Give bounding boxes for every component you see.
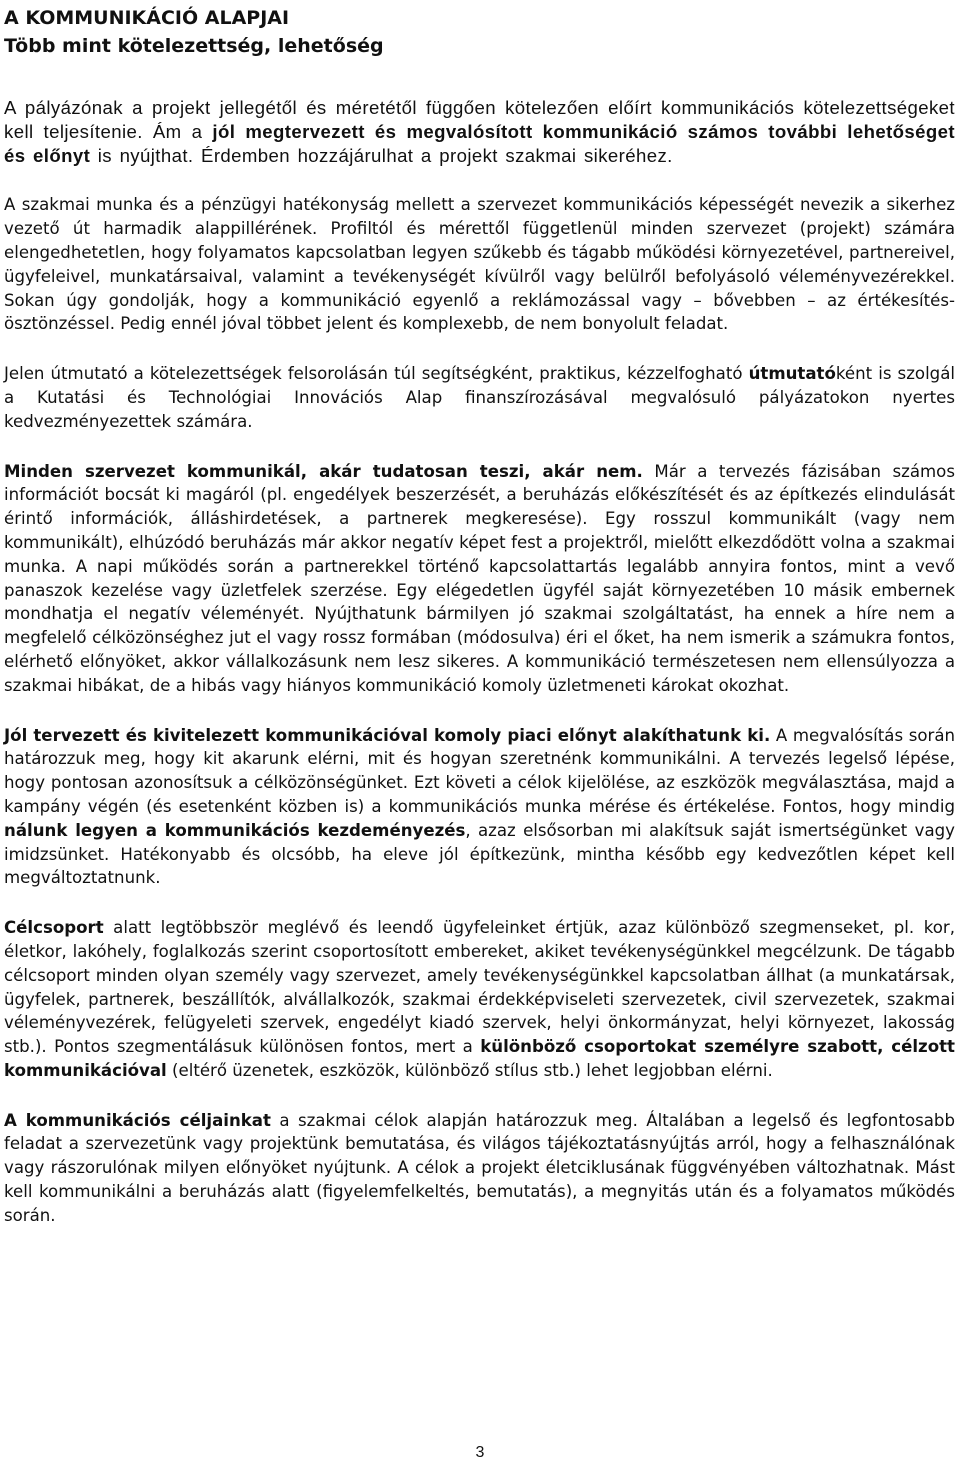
bold-phrase: különböző csoportokat személyre szabott, célzott kommunikációval	[4, 1037, 955, 1080]
paragraph-text: A pályázónak a projekt jellegétől és méretétől függően kötelezően előírt kommunikációs kötelezettségeket kell teljesítenie. Ám a	[4, 97, 955, 142]
bold-phrase: Minden szervezet kommunikál, akár tudatosan teszi, akár nem.	[4, 461, 643, 481]
paragraph-text: alatt legtöbbször meglévő és leendő ügyfeleinket értjük, azaz különböző szegmenseket, pl. kor, életkor, lakóhely, foglalkozás szerint csoportosított embereket, akiket tevékenységünkkel megcélzunk. De tágabb célcsoport minden olyan személy vagy szervezet, amely tevékenységünkkel kapcsolatban állhat (a munkatársak, ügyfelek, partnerek, beszállítók, alvállalkozók, szakmai érdekképviseleti szervezetek, civil szervezetek, szakmai véleményvezérek, felügyeleti szervek, engedélyt kiadó szervek, helyi önkormányzat, helyi környezet, lakosság stb.). Pontos szegmentálásuk különösen fontos, mert a	[4, 918, 955, 1057]
paragraph-every-organization	[4, 460, 955, 698]
paragraph-text: ként is szolgál a Kutatási és Technológiai Innovációs Alap finanszírozásával megvalósuló pályázatokon nyertes kedvezményezettek számára.	[4, 364, 955, 431]
paragraph-text: A szakmai munka és a pénzügyi hatékonyság mellett a szervezet kommunikációs képességét nevezik a sikerhez vezető út harmadik alappillérének. Profiltól és mérettől függetlenül minden szervezet (projekt) számára elengedhetetlen, hogy folyamatos kapcsolatban legyen szűkebb és tágabb működési környezetével, partnereivel, ügyfeleivel, munkatársaival, valamint a tevékenységét kívülről vagy belülről befolyásoló véleményvezérekkel. Sokan úgy gondolják, hogy a kommunikáció egyenlő a reklámozással vagy – bővebben – az értékesítés-ösztönzéssel. Pedig ennél jóval többet jelent és komplexebb, de nem bonyolult feladat.	[4, 195, 955, 334]
bold-phrase: jól megtervezett és megvalósított kommunikáció számos további lehetőséget és előnyt	[4, 120, 956, 166]
paragraph-planned-communication	[4, 724, 955, 891]
paragraph-pillars	[4, 193, 955, 336]
paragraph-text: is nyújthat. Érdemben hozzájárulhat a projekt szakmai sikeréhez.	[90, 144, 673, 166]
bold-phrase: A kommunikációs céljainkat	[4, 1110, 271, 1130]
paragraph-text: , azaz elsősorban mi alakítsuk saját ismertségünket vagy imidzsünket. Hatékonyabb és olcsóbb, ha eleve jól építkezünk, mintha később egy kedvezőtlen képet kell megváltoztatnunk.	[4, 820, 955, 888]
paragraph-text: Már a tervezés fázisában számos információt bocsát ki magáról (pl. engedélyek beszerzését, a beruházás előkészítését és az építkezés elindulását érintő információk, álláshirdetések, a partnerek megkeresése). Egy rosszul kommunikált (vagy nem kommunikált), elhúzódó beruházás már akkor negatív képet fest a projektről, mielőtt elkezdődött volna a szakmai munka. A napi működés során a partnerekkel történő kapcsolattartás legalább annyira fontos, mint a vevő panaszok kezelése vagy üzletfelek szerzése. Egy elégedetlen ügyfél saját környezetében 10 másik embernek mondhatja el negatív véleményét. Nyújthatunk bármilyen jó szakmai szolgáltatást, ha ennek a híre nem a megfelelő célközönséghez jut el vagy rossz formában (módosulva) éri el őket, ha nem ismerik a számukra fontos, elérhető előnyöket, akkor vállalkozásunk nem lesz sikeres. A kommunikáció természetesen nem ellensúlyozza a szakmai hibákat, de a hibás vagy hiányos kommunikáció komoly üzletmeneti károkat okozhat.	[4, 461, 955, 695]
bold-phrase: Célcsoport	[4, 918, 104, 938]
paragraph-guide	[4, 362, 955, 433]
paragraph-communication-goals	[4, 1109, 955, 1228]
paragraph-text: a szakmai célok alapján határozzuk meg. Általában a legelső és legfontosabb feladat a szervezetünk vagy projektünk bemutatása, és világos tájékoztatásnyújtás arról, hogy a felhasználónak vagy rászorulónak milyen előnyöket nyújtunk. A célok a projekt életciklusának függvényében változhatnak. Mást kell kommunikálni a beruházás alatt (figyelemfelkeltés, bemutatás), a megnyitás után és a folyamatos működés során.	[4, 1110, 955, 1225]
bold-phrase: Jól tervezett és kivitelezett kommunikációval komoly piaci előnyt alakíthatunk ki.	[4, 725, 771, 745]
page-title: A KOMMUNIKÁCIÓ ALAPJAI	[4, 7, 290, 29]
paragraph-target-group	[4, 916, 955, 1083]
bold-phrase: útmutató	[748, 364, 836, 384]
page-number: 3	[475, 1444, 485, 1461]
page-subtitle: Több mint kötelezettség, lehetőség	[4, 35, 384, 57]
paragraph-text: A megvalósítás során határozzuk meg, hogy kit akarunk elérni, mit és hogyan szeretnénk kommunikálni. A tervezés legelső lépése, hogy pontosan azonosítsuk a célközönségünket. Ezt követi a célok kijelölése, az eszközök megválasztása, majd a kampány végén (és esetenként közben is) a kommunikációs munka mérése és értékelése. Fontos, hogy mindig	[4, 725, 956, 816]
paragraph-text: (eltérő üzenetek, eszközök, különböző stílus stb.) lehet legjobban elérni.	[166, 1060, 773, 1080]
bold-phrase: nálunk legyen a kommunikációs kezdeményezés	[4, 820, 466, 840]
title-block	[4, 4, 955, 60]
paragraph-text: Jelen útmutató a kötelezettségek felsorolásán túl segítségként, praktikus, kézzelfogható	[4, 364, 749, 384]
paragraph-intro	[4, 96, 955, 167]
